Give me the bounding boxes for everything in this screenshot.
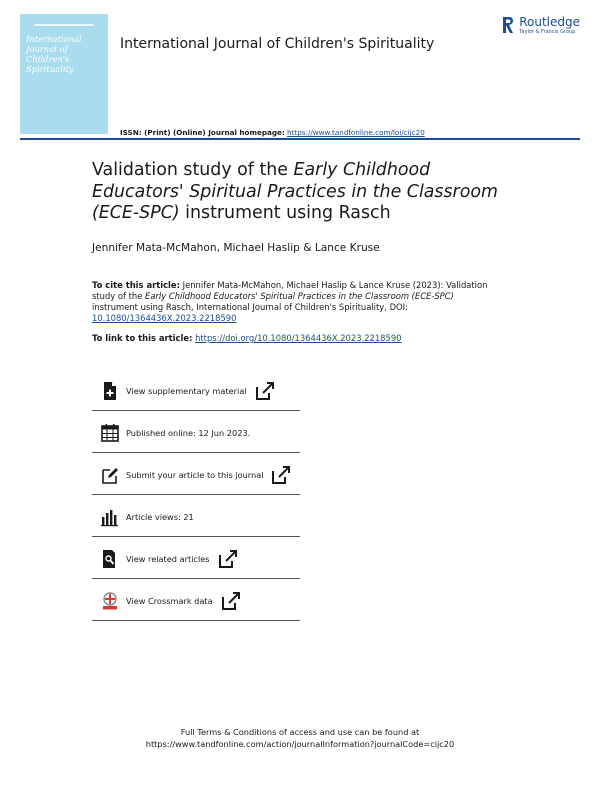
issn-line xyxy=(120,128,425,137)
terms-footer xyxy=(0,726,600,750)
external-link-icon xyxy=(271,465,291,485)
article-doi-link[interactable]: https://doi.org/10.1080/1364436X.2023.2218590 xyxy=(195,333,402,343)
journal-name: International Journal of Children's Spirituality xyxy=(120,36,435,52)
article-link-line xyxy=(92,333,402,343)
crossmark-label: View Crossmark data xyxy=(126,596,213,606)
related-articles-label: View related articles xyxy=(126,554,210,564)
published-online-label: Published online: 12 Jun 2023. xyxy=(126,428,251,438)
publisher-subtitle: Taylor & Francis Group xyxy=(519,29,576,35)
bar-chart-icon xyxy=(100,507,120,527)
cite-doi-link[interactable]: 10.1080/1364436X.2023.2218590 xyxy=(92,313,237,323)
external-link-icon xyxy=(218,549,238,569)
search-document-icon xyxy=(100,549,120,569)
link-label: To link to this article: xyxy=(92,333,193,343)
article-views-row xyxy=(92,498,300,537)
supplementary-material-row[interactable] xyxy=(92,372,300,411)
cover-rule xyxy=(34,24,94,26)
external-link-icon xyxy=(255,381,275,401)
published-online-row xyxy=(92,414,300,453)
external-link-icon xyxy=(221,591,241,611)
terms-url[interactable]: https://www.tandfonline.com/action/journalInformation?journalCode=cijc20 xyxy=(145,739,455,749)
cover-title: International Journal of Children's Spirituality xyxy=(26,34,82,74)
journal-header xyxy=(20,14,580,138)
submit-article-label: Submit your article to this journal xyxy=(126,470,264,480)
submit-article-row[interactable] xyxy=(92,456,300,495)
routledge-icon xyxy=(501,16,515,34)
article-actions-list xyxy=(92,372,300,624)
journal-cover-image[interactable] xyxy=(20,14,108,134)
issn-label: ISSN: (Print) (Online) Journal homepage: xyxy=(120,128,285,137)
terms-text: Full Terms & Conditions of access and use can be found at xyxy=(180,727,420,737)
crossmark-icon xyxy=(100,591,120,611)
citation-block: To cite this article: Jennifer Mata-McMahon, Michael Haslip & Lance Kruse (2023): Validation study of the Early Childhood Educators' Spiritual Practices in the Classroom (ECE-SPC) instrument using Rasch, International Journal of Children's Spirituality, DOI: 10.1080/1364436X.2023.2218590 xyxy=(92,280,488,323)
cite-label: To cite this article: xyxy=(92,280,180,290)
edit-icon xyxy=(100,465,120,485)
supplementary-material-label: View supplementary material xyxy=(126,386,247,396)
publisher-name: Routledge xyxy=(519,15,580,29)
header-divider xyxy=(20,138,580,140)
document-plus-icon xyxy=(100,381,120,401)
publisher-logo xyxy=(501,16,580,36)
article-title: Validation study of the Early Childhood Educators' Spiritual Practices in the Classroom (ECE-SPC) instrument using Rasch xyxy=(92,160,498,223)
article-authors: Jennifer Mata-McMahon, Michael Haslip & Lance Kruse xyxy=(92,242,380,254)
calendar-icon xyxy=(100,423,120,443)
related-articles-row[interactable] xyxy=(92,540,300,579)
article-views-label: Article views: 21 xyxy=(126,512,194,522)
journal-homepage-link[interactable]: https://www.tandfonline.com/loi/cijc20 xyxy=(287,128,425,137)
crossmark-row[interactable] xyxy=(92,582,300,621)
